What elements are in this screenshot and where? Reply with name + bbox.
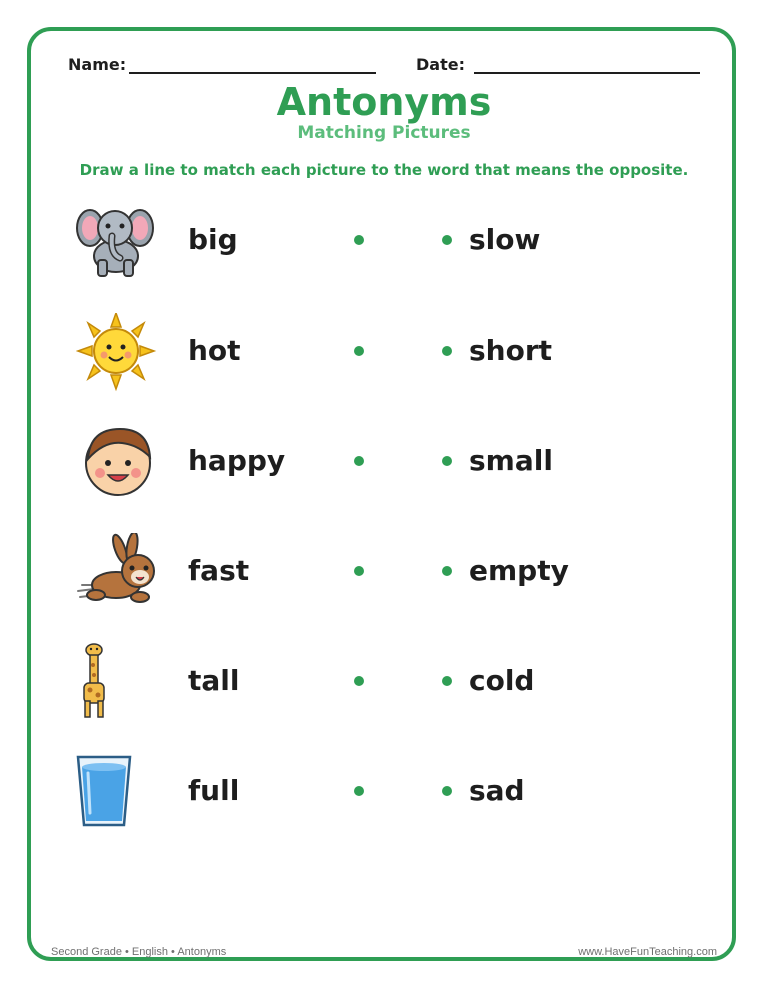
smiling-boy-icon xyxy=(76,423,166,503)
left-word: hot xyxy=(188,334,241,367)
footer-website: www.HaveFunTeaching.com xyxy=(578,946,717,958)
date-line[interactable] xyxy=(474,72,700,74)
left-word: fast xyxy=(188,554,250,587)
match-row xyxy=(0,423,768,523)
match-row xyxy=(0,202,768,302)
left-word: big xyxy=(188,223,238,256)
water-glass-icon xyxy=(76,753,166,833)
left-word: happy xyxy=(188,444,286,477)
name-label: Name: xyxy=(68,55,127,74)
left-match-dot[interactable] xyxy=(354,235,364,245)
sun-icon xyxy=(76,313,166,393)
left-match-dot[interactable] xyxy=(354,566,364,576)
name-line[interactable] xyxy=(129,72,376,74)
right-match-dot[interactable] xyxy=(442,676,452,686)
instructions: Draw a line to match each picture to the word that means the opposite. xyxy=(79,161,689,179)
match-row xyxy=(0,643,768,743)
left-match-dot[interactable] xyxy=(354,346,364,356)
right-word: short xyxy=(469,334,553,367)
elephant-icon xyxy=(76,202,166,282)
match-row xyxy=(0,533,768,633)
left-word: full xyxy=(188,774,240,807)
page-subtitle: Matching Pictures xyxy=(297,123,471,143)
right-match-dot[interactable] xyxy=(442,566,452,576)
left-match-dot[interactable] xyxy=(354,786,364,796)
left-match-dot[interactable] xyxy=(354,456,364,466)
right-match-dot[interactable] xyxy=(442,456,452,466)
match-row xyxy=(0,753,768,853)
right-match-dot[interactable] xyxy=(442,786,452,796)
footer-breadcrumb: Second Grade • English • Antonyms xyxy=(51,946,227,958)
left-match-dot[interactable] xyxy=(354,676,364,686)
right-word: empty xyxy=(469,554,569,587)
running-rabbit-icon xyxy=(76,533,166,613)
right-match-dot[interactable] xyxy=(442,346,452,356)
right-word: slow xyxy=(469,223,541,256)
left-word: tall xyxy=(188,664,240,697)
date-label: Date: xyxy=(416,55,465,74)
right-match-dot[interactable] xyxy=(442,235,452,245)
right-word: sad xyxy=(469,774,525,807)
page-title: Antonyms xyxy=(276,80,492,124)
right-word: small xyxy=(469,444,553,477)
match-row xyxy=(0,313,768,413)
right-word: cold xyxy=(469,664,535,697)
giraffe-icon xyxy=(76,643,166,723)
